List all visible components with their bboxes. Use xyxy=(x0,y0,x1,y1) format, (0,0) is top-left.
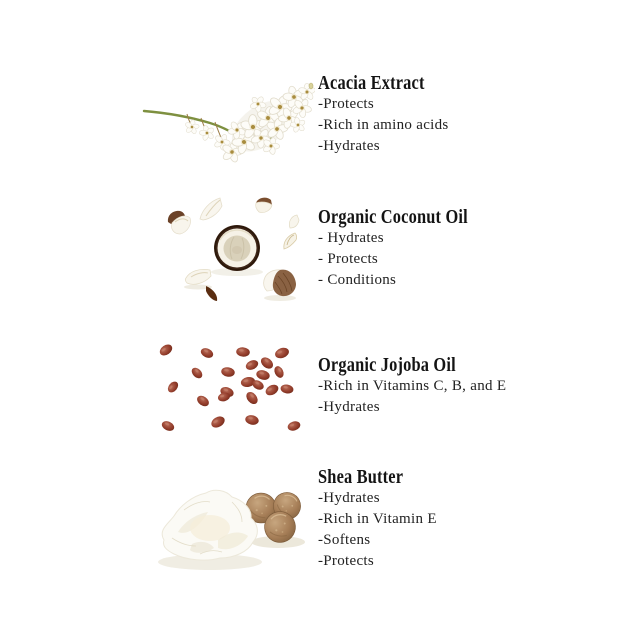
benefit-item: -Protects xyxy=(318,553,375,569)
benefit-list xyxy=(318,94,449,157)
coconut-pieces-illustration xyxy=(160,192,300,307)
benefit-item: -Rich in amino acids xyxy=(318,117,449,133)
ingredient-section-acacia xyxy=(318,73,449,157)
ingredient-section-coconut xyxy=(318,207,501,291)
benefit-item: -Rich in Vitamins C, B, and E xyxy=(318,378,507,394)
jojoba-seeds-illustration xyxy=(145,340,315,440)
ingredient-title: Organic Coconut Oil xyxy=(318,206,468,228)
ingredient-title: Shea Butter xyxy=(318,466,404,488)
ingredient-title: Acacia Extract xyxy=(318,72,425,94)
ingredient-section-jojoba xyxy=(318,355,506,418)
benefit-list xyxy=(318,228,501,291)
benefit-list xyxy=(318,488,437,572)
ingredient-section-shea xyxy=(318,467,437,572)
benefit-item: -Rich in Vitamin E xyxy=(318,511,437,527)
benefit-item: -Hydrates xyxy=(318,399,380,415)
benefit-item: - Protects xyxy=(318,251,379,267)
shea-butter-illustration xyxy=(148,480,310,580)
benefit-item: -Hydrates xyxy=(318,490,380,506)
benefit-item: - Conditions xyxy=(318,272,397,288)
benefit-item: -Hydrates xyxy=(318,138,380,154)
benefit-item: - Hydrates xyxy=(318,230,384,246)
benefit-list xyxy=(318,376,506,418)
acacia-flower-illustration xyxy=(140,80,315,165)
benefit-item: -Softens xyxy=(318,532,371,548)
benefit-item: -Protects xyxy=(318,96,375,112)
ingredient-title: Organic Jojoba Oil xyxy=(318,354,456,376)
